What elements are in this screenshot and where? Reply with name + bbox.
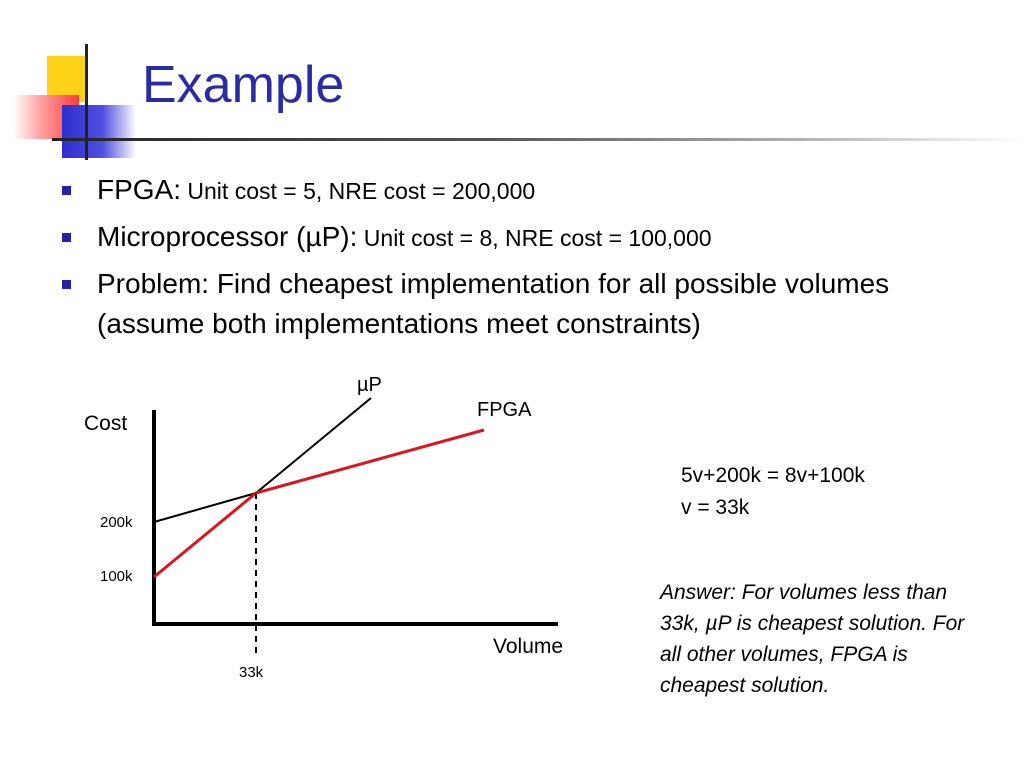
x-tick-33k: 33k	[239, 664, 264, 681]
cheapest-cost-line	[154, 430, 484, 577]
bullet-detail: Unit cost = 8, NRE cost = 100,000	[357, 225, 712, 251]
microprocessor-segment-high	[256, 398, 371, 493]
equation-line: 5v+200k = 8v+100k	[681, 464, 865, 487]
answer-text: Answer: For volumes less than 33k, µP is cheapest solution. For all other volumes, FPGA is cheapest solution.	[660, 581, 965, 697]
microprocessor-line-label: µP	[357, 374, 382, 396]
y-tick-200k: 200k	[100, 514, 133, 531]
slide-title: Example	[142, 56, 345, 114]
y-axis-label: Cost	[84, 412, 128, 435]
equations	[681, 460, 865, 524]
x-axis-label: Volume	[493, 635, 564, 658]
bullet-lead: Problem: Find cheapest implementation for all possible volumes (assume both implementations meet constraints)	[97, 268, 890, 339]
y-tick-100k: 100k	[100, 568, 133, 585]
bullet-lead: FPGA:	[97, 174, 182, 205]
fpga-line-label: FPGA	[477, 399, 532, 421]
equation-line: v = 33k	[681, 496, 750, 519]
bullet-detail: Unit cost = 5, NRE cost = 200,000	[181, 178, 536, 204]
bullet-lead: Microprocessor (µP):	[97, 221, 358, 252]
